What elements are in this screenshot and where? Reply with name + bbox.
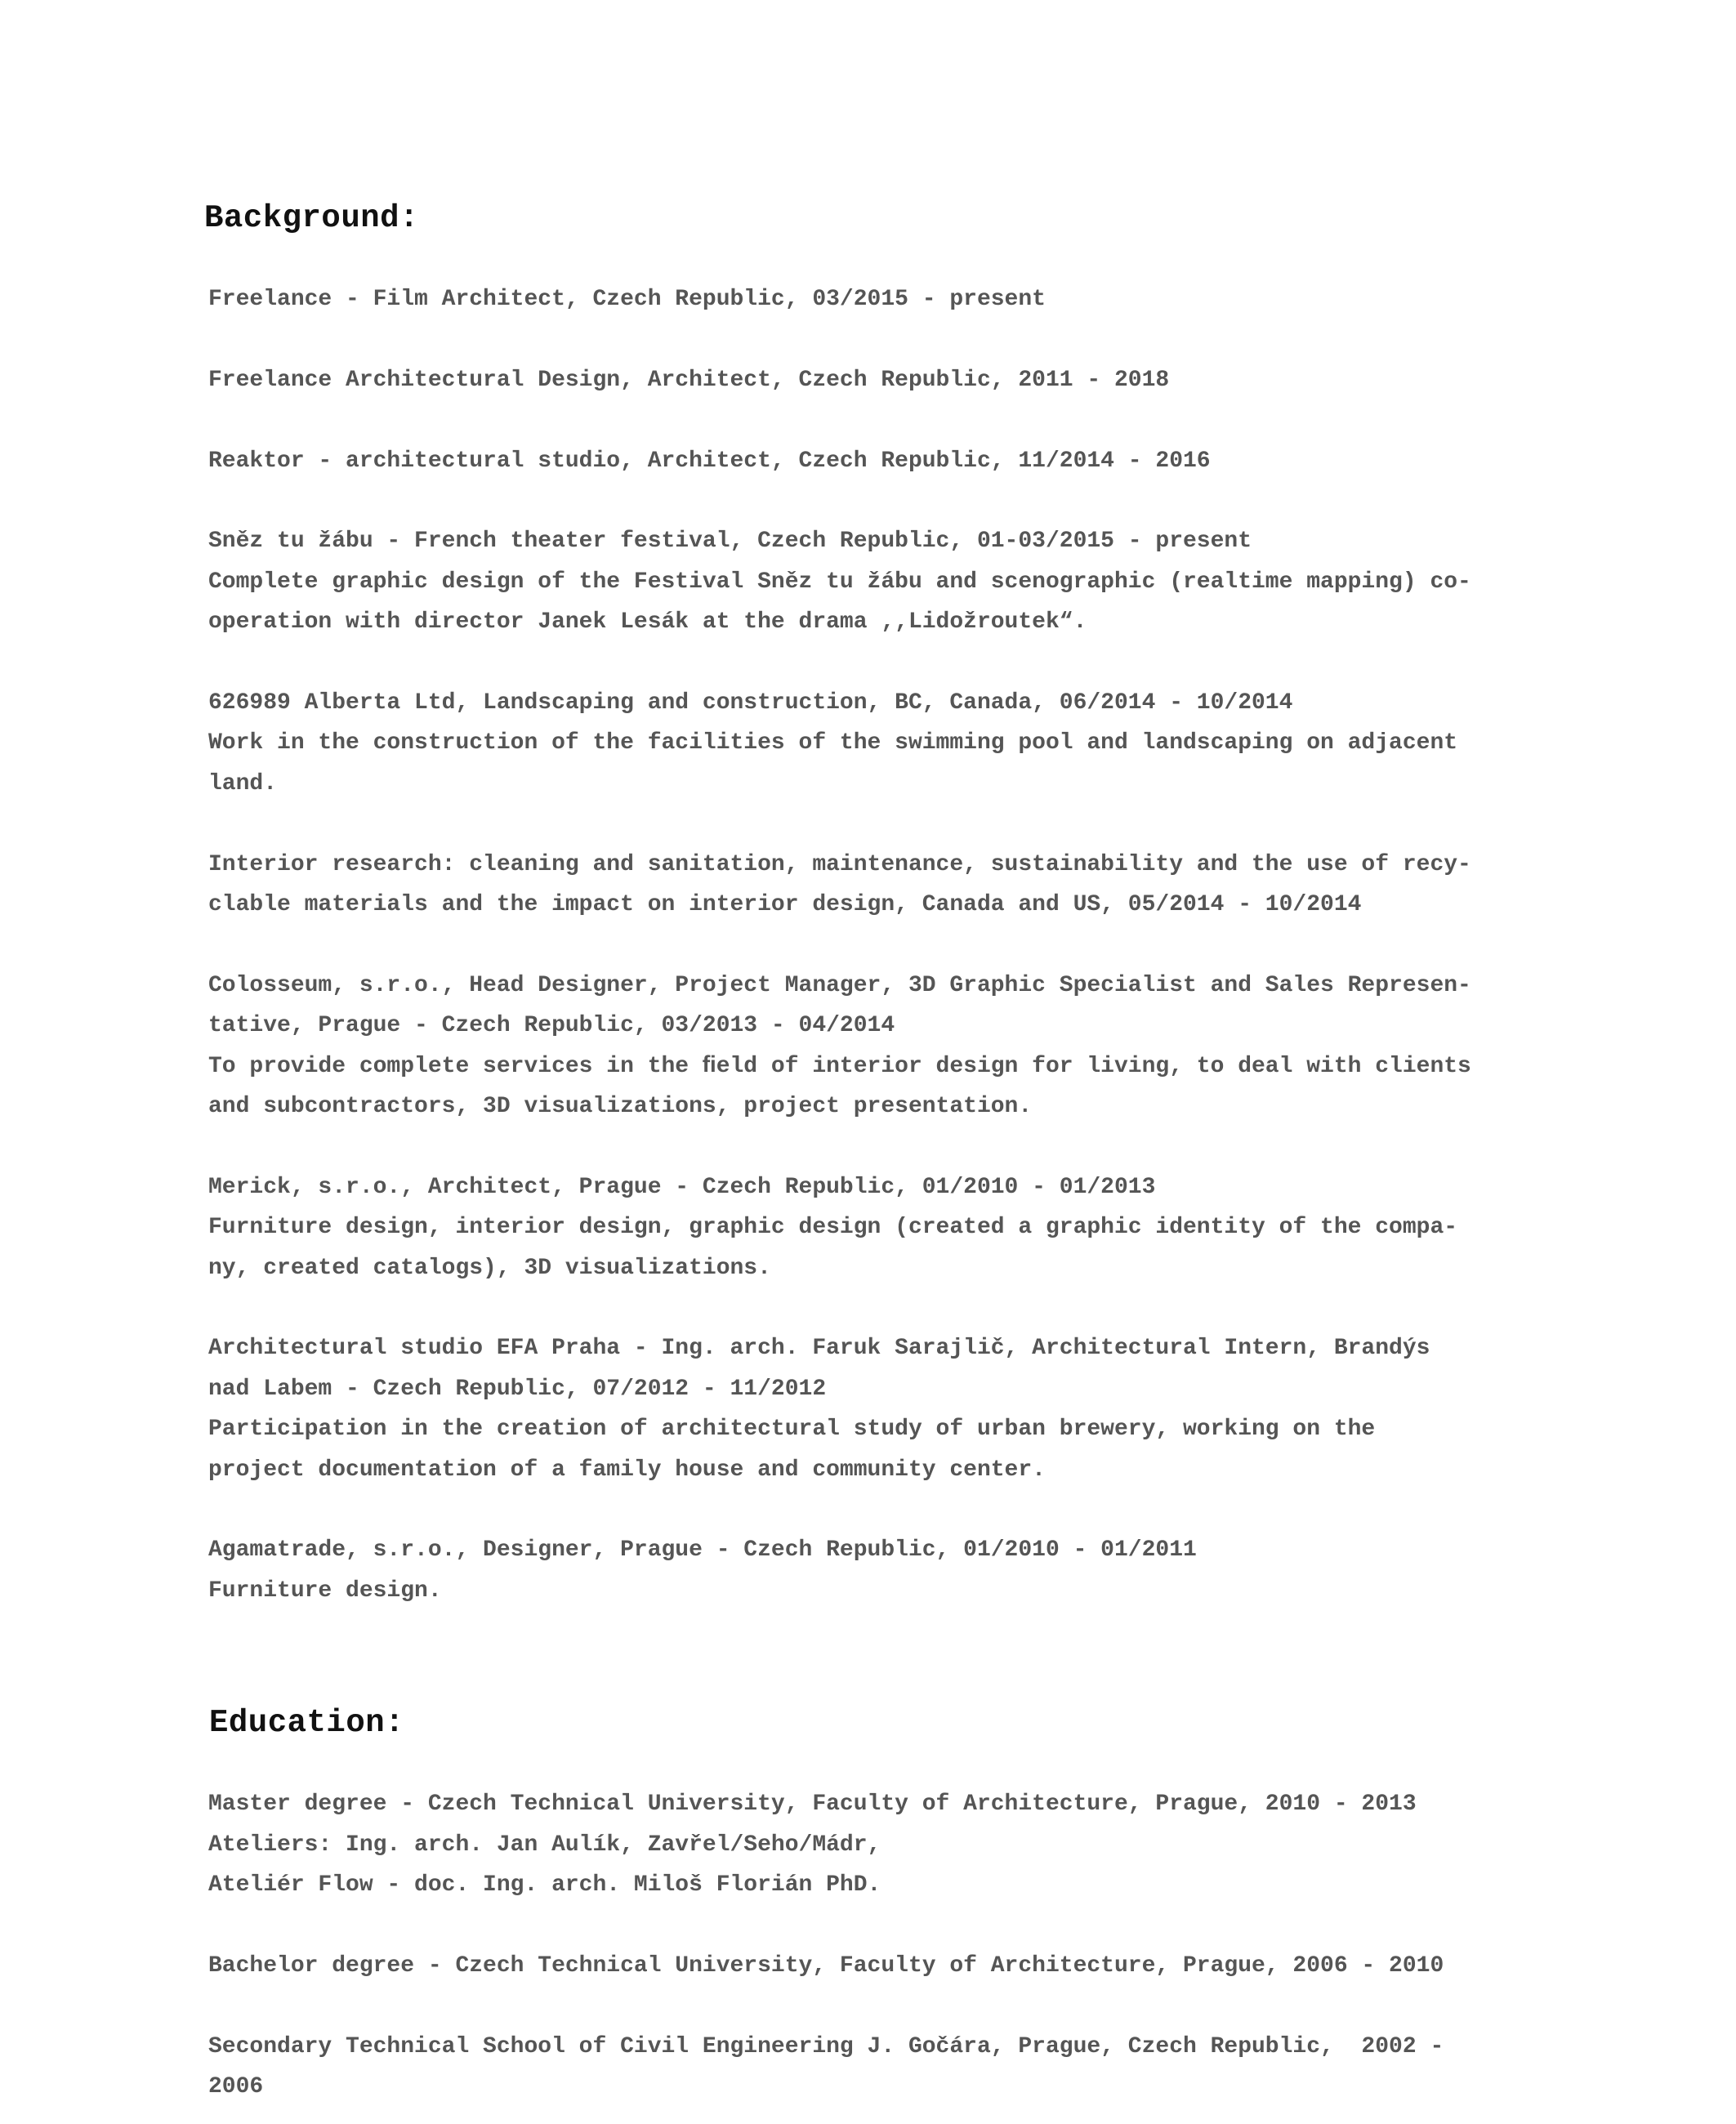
entry-line: Furniture design. (208, 1577, 442, 1604)
entry-line: Furniture design, interior design, graphic design (created a graphic identity of the compa- (208, 1215, 1458, 1241)
entry-line: tative, Prague - Czech Republic, 03/2013 - 04/2014 (208, 1013, 895, 1039)
entry-line: 626989 Alberta Ltd, Landscaping and construction, BC, Canada, 06/2014 - 10/2014 (208, 690, 1293, 716)
list-item (208, 966, 1555, 1127)
list-item (208, 1328, 1555, 1490)
entry-line: Ateliers: Ing. arch. Jan Aulík, Zavřel/Seho/Mádr, (208, 1832, 881, 1858)
entry-line: Agamatrade, s.r.o., Designer, Prague - Czech Republic, 01/2010 - 01/2011 (208, 1537, 1197, 1564)
background-list (208, 279, 1555, 1611)
resume-page (204, 200, 1555, 2107)
entry-line: nad Labem - Czech Republic, 07/2012 - 11/2012 (208, 1376, 827, 1402)
entry-line: Reaktor - architectural studio, Architect, Czech Republic, 11/2014 - 2016 (208, 448, 1211, 474)
entry-line: Master degree - Czech Technical University, Faculty of Architecture, Prague, 2010 - 2013 (208, 1792, 1417, 1818)
list-item (208, 1530, 1555, 1611)
list-item (208, 2027, 1555, 2108)
list-item (208, 441, 1555, 481)
list-item (208, 279, 1555, 319)
entry-line: Colosseum, s.r.o., Head Designer, Project Manager, 3D Graphic Specialist and Sales Represen- (208, 972, 1471, 998)
entry-line: Freelance - Film Architect, Czech Republic, 03/2015 - present (208, 287, 1046, 312)
entry-line: Merick, s.r.o., Architect, Prague - Czech Republic, 01/2010 - 01/2013 (208, 1174, 1156, 1200)
entry-line: Work in the construction of the facilities of the swimming pool and landscaping on adjacent (208, 730, 1458, 756)
entry-line: land. (208, 770, 278, 796)
entry-line: Freelance Architectural Design, Architect, Czech Republic, 2011 - 2018 (208, 367, 1170, 393)
entry-line: clable materials and the impact on interior design, Canada and US, 05/2014 - 10/2014 (208, 892, 1362, 918)
list-item (208, 683, 1555, 804)
entry-line: Secondary Technical School of Civil Engineering J. Gočára, Prague, Czech Republic, 2002 - (208, 2033, 1444, 2059)
entry-line: Participation in the creation of architectural study of urban brewery, working on the (208, 1417, 1376, 1443)
entry-line: 2006 (208, 2074, 264, 2100)
education-list (208, 1784, 1555, 2107)
entry-line: Ateliér Flow - doc. Ing. arch. Miloš Florián PhD. (208, 1872, 881, 1899)
entry-line: operation with director Janek Lesák at the drama ,,Lidožroutek“. (208, 609, 1087, 636)
entry-line: Complete graphic design of the Festival Sněz tu žábu and scenographic (realtime mapping) co- (208, 569, 1471, 595)
background-heading: Background: (204, 200, 419, 236)
entry-line: Architectural studio EFA Praha - Ing. arch. Faruk Sarajlič, Architectural Intern, Brandýs (208, 1336, 1430, 1362)
entry-line: Bachelor degree - Czech Technical University, Faculty of Architecture, Prague, 2006 - 2010 (208, 1952, 1444, 1979)
entry-line: project documentation of a family house and community center. (208, 1457, 1046, 1483)
entry-line: and subcontractors, 3D visualizations, project presentation. (208, 1094, 1033, 1120)
entry-line: Sněz tu žábu - French theater festival, Czech Republic, 01-03/2015 - present (208, 529, 1252, 555)
list-item (208, 360, 1555, 400)
list-item (208, 1167, 1555, 1288)
list-item (208, 1946, 1555, 1986)
list-item (208, 521, 1555, 642)
list-item (208, 1784, 1555, 1905)
list-item (208, 845, 1555, 926)
entry-line: ny, created catalogs), 3D visualizations. (208, 1255, 771, 1281)
education-heading: Education: (209, 1705, 405, 1742)
entry-line: Interior research: cleaning and sanitation, maintenance, sustainability and the use of recy- (208, 851, 1471, 877)
entry-line: To provide complete services in the ﬁeld of interior design for living, to deal with clients (208, 1053, 1471, 1079)
